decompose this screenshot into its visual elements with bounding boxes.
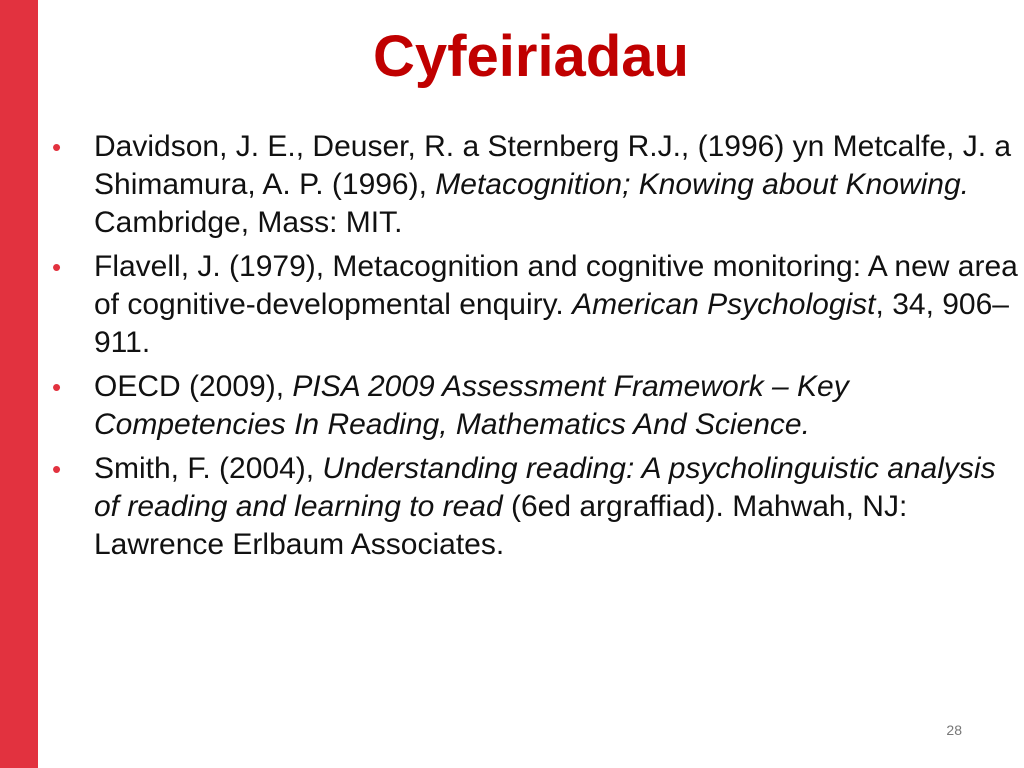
reference-text: , 34, 906–911. — [94, 288, 1009, 359]
reference-item — [50, 128, 1020, 242]
reference-text: OECD (2009), — [94, 370, 293, 403]
left-accent-bar — [0, 0, 38, 768]
bullet-icon: • — [52, 454, 62, 484]
slide-title: Cyfeiriadau — [373, 24, 689, 89]
reference-list — [50, 128, 1020, 570]
reference-title: Metacognition; Knowing about Knowing. — [435, 168, 969, 201]
reference-item — [50, 248, 1020, 362]
reference-title: Understanding reading: A psycholinguistic analysis of reading and learning to read — [94, 452, 996, 523]
page-number: 28 — [946, 722, 962, 738]
bullet-icon: • — [52, 372, 62, 402]
bullet-icon: • — [52, 132, 62, 162]
reference-title: American Psychologist — [572, 288, 876, 321]
reference-text: Cambridge, Mass: MIT. — [94, 206, 403, 239]
reference-text: (6ed argraffiad). Mahwah, NJ: Lawrence Erlbaum Associates. — [94, 490, 908, 561]
bullet-icon: • — [52, 252, 62, 282]
reference-title: PISA 2009 Assessment Framework – Key Competencies In Reading, Mathematics And Science. — [94, 370, 849, 441]
reference-text: Smith, F. (2004), — [94, 452, 323, 485]
reference-item — [50, 368, 1020, 444]
reference-text: Davidson, J. E., Deuser, R. a Sternberg R.J., (1996) yn Metcalfe, J. a Shimamura, A. P. (1996), — [94, 130, 1012, 201]
reference-item — [50, 450, 1020, 564]
reference-text: Flavell, J. (1979), Metacognition and cognitive monitoring: A new area of cognitive-developmental enquiry. — [94, 250, 1018, 321]
